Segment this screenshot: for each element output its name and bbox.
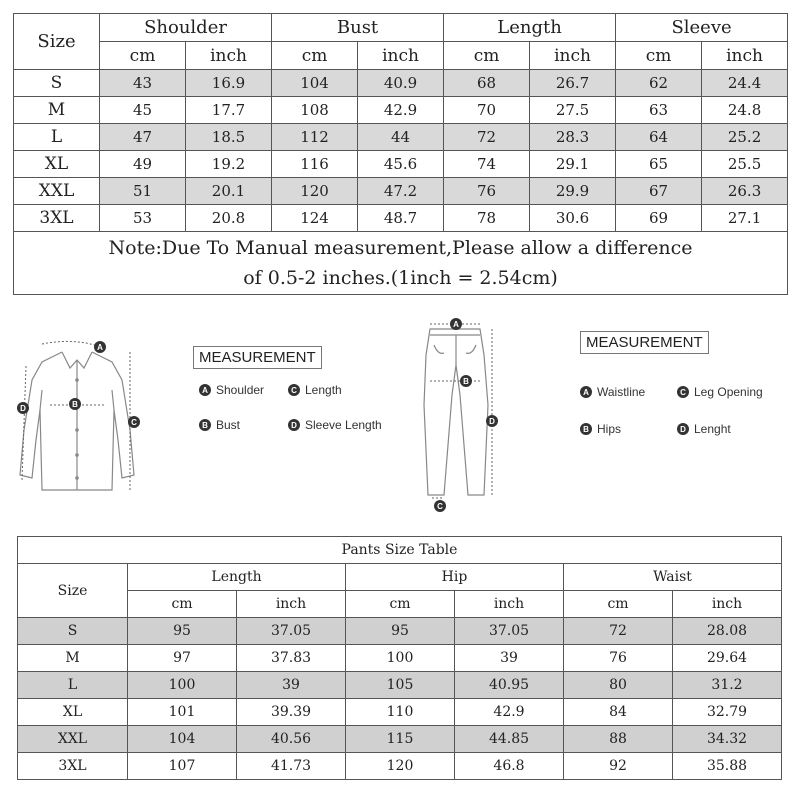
value-cell: 112 bbox=[272, 124, 358, 151]
legend-label: Bust bbox=[216, 418, 241, 432]
value-cell: 37.05 bbox=[237, 618, 346, 645]
bust-header: Bust bbox=[272, 14, 444, 42]
value-cell: 51 bbox=[100, 178, 186, 205]
value-cell: 74 bbox=[444, 151, 530, 178]
pants-size-table bbox=[17, 536, 782, 780]
length-header: Length bbox=[128, 564, 346, 591]
value-cell: 48.7 bbox=[358, 205, 444, 232]
marker-c-icon: C bbox=[288, 384, 300, 396]
shoulder-header: Shoulder bbox=[100, 14, 272, 42]
marker-c-label: C bbox=[437, 502, 443, 511]
value-cell: 72 bbox=[564, 618, 673, 645]
value-cell: 120 bbox=[272, 178, 358, 205]
value-cell: 47.2 bbox=[358, 178, 444, 205]
marker-b-label: B bbox=[463, 377, 469, 386]
size-cell: XL bbox=[14, 151, 100, 178]
value-cell: 24.8 bbox=[702, 97, 788, 124]
size-cell: L bbox=[14, 124, 100, 151]
size-cell: 3XL bbox=[14, 205, 100, 232]
shirt-diagram bbox=[12, 330, 147, 500]
value-cell: 100 bbox=[128, 672, 237, 699]
value-cell: 40.95 bbox=[455, 672, 564, 699]
legend-label: Lenght bbox=[694, 422, 731, 436]
size-header: Size bbox=[18, 564, 128, 618]
value-cell: 65 bbox=[616, 151, 702, 178]
value-cell: 110 bbox=[346, 699, 455, 726]
value-cell: 46.8 bbox=[455, 753, 564, 780]
value-cell: 100 bbox=[346, 645, 455, 672]
value-cell: 16.9 bbox=[186, 70, 272, 97]
table-row bbox=[18, 699, 782, 726]
value-cell: 37.83 bbox=[237, 645, 346, 672]
unit-header: inch bbox=[673, 591, 782, 618]
value-cell: 70 bbox=[444, 97, 530, 124]
value-cell: 44 bbox=[358, 124, 444, 151]
marker-a-icon: A bbox=[199, 384, 211, 396]
value-cell: 115 bbox=[346, 726, 455, 753]
value-cell: 45.6 bbox=[358, 151, 444, 178]
value-cell: 20.8 bbox=[186, 205, 272, 232]
unit-header: cm bbox=[272, 42, 358, 70]
table-row bbox=[18, 726, 782, 753]
value-cell: 76 bbox=[564, 645, 673, 672]
note-line-2: of 0.5-2 inches.(1inch = 2.54cm) bbox=[243, 267, 558, 289]
value-cell: 17.7 bbox=[186, 97, 272, 124]
value-cell: 76 bbox=[444, 178, 530, 205]
value-cell: 68 bbox=[444, 70, 530, 97]
value-cell: 43 bbox=[100, 70, 186, 97]
value-cell: 44.85 bbox=[455, 726, 564, 753]
shirt-size-table bbox=[13, 13, 788, 295]
shirt-legend-item bbox=[288, 418, 382, 432]
marker-d-label: D bbox=[489, 417, 495, 426]
unit-header: cm bbox=[564, 591, 673, 618]
pants-legend-item bbox=[677, 385, 763, 399]
unit-header: inch bbox=[702, 42, 788, 70]
value-cell: 19.2 bbox=[186, 151, 272, 178]
pants-table-title: Pants Size Table bbox=[18, 537, 782, 564]
table-row bbox=[14, 124, 788, 151]
marker-a-icon: A bbox=[580, 386, 592, 398]
value-cell: 42.9 bbox=[455, 699, 564, 726]
marker-b-icon: B bbox=[580, 423, 592, 435]
unit-header: cm bbox=[346, 591, 455, 618]
waist-header: Waist bbox=[564, 564, 782, 591]
marker-d-icon: D bbox=[288, 419, 300, 431]
value-cell: 34.32 bbox=[673, 726, 782, 753]
unit-header: cm bbox=[100, 42, 186, 70]
size-cell: 3XL bbox=[18, 753, 128, 780]
value-cell: 29.64 bbox=[673, 645, 782, 672]
shirt-legend-item bbox=[199, 383, 264, 397]
value-cell: 30.6 bbox=[530, 205, 616, 232]
value-cell: 45 bbox=[100, 97, 186, 124]
value-cell: 40.56 bbox=[237, 726, 346, 753]
unit-header: cm bbox=[128, 591, 237, 618]
pants-legend-item bbox=[580, 385, 645, 399]
value-cell: 92 bbox=[564, 753, 673, 780]
legend-label: Leg Opening bbox=[694, 385, 763, 399]
size-cell: S bbox=[14, 70, 100, 97]
marker-c-label: C bbox=[131, 418, 137, 427]
value-cell: 32.79 bbox=[673, 699, 782, 726]
value-cell: 97 bbox=[128, 645, 237, 672]
value-cell: 27.1 bbox=[702, 205, 788, 232]
hip-header: Hip bbox=[346, 564, 564, 591]
shirt-legend-item bbox=[288, 383, 342, 397]
table-row bbox=[18, 618, 782, 645]
value-cell: 37.05 bbox=[455, 618, 564, 645]
value-cell: 42.9 bbox=[358, 97, 444, 124]
size-cell: L bbox=[18, 672, 128, 699]
value-cell: 105 bbox=[346, 672, 455, 699]
marker-b-icon: B bbox=[199, 419, 211, 431]
value-cell: 67 bbox=[616, 178, 702, 205]
marker-a-label: A bbox=[97, 343, 103, 352]
value-cell: 25.5 bbox=[702, 151, 788, 178]
note-line-1: Note:Due To Manual measurement,Please allow a difference bbox=[108, 237, 693, 259]
value-cell: 35.88 bbox=[673, 753, 782, 780]
value-cell: 28.08 bbox=[673, 618, 782, 645]
table-row bbox=[18, 753, 782, 780]
unit-header: cm bbox=[616, 42, 702, 70]
unit-header: cm bbox=[444, 42, 530, 70]
marker-b-label: B bbox=[72, 400, 78, 409]
pants-legend-title: MEASUREMENT bbox=[580, 331, 709, 354]
value-cell: 29.1 bbox=[530, 151, 616, 178]
value-cell: 40.9 bbox=[358, 70, 444, 97]
value-cell: 18.5 bbox=[186, 124, 272, 151]
legend-label: Shoulder bbox=[216, 383, 265, 397]
legend-label: Hips bbox=[597, 422, 622, 436]
length-header: Length bbox=[444, 14, 616, 42]
value-cell: 47 bbox=[100, 124, 186, 151]
value-cell: 53 bbox=[100, 205, 186, 232]
size-cell: M bbox=[14, 97, 100, 124]
unit-header: inch bbox=[455, 591, 564, 618]
legend-label: Length bbox=[305, 383, 342, 397]
value-cell: 39 bbox=[237, 672, 346, 699]
value-cell: 39 bbox=[455, 645, 564, 672]
value-cell: 108 bbox=[272, 97, 358, 124]
table-row bbox=[14, 97, 788, 124]
value-cell: 104 bbox=[272, 70, 358, 97]
value-cell: 27.5 bbox=[530, 97, 616, 124]
unit-header: inch bbox=[530, 42, 616, 70]
value-cell: 49 bbox=[100, 151, 186, 178]
value-cell: 124 bbox=[272, 205, 358, 232]
value-cell: 20.1 bbox=[186, 178, 272, 205]
table-row bbox=[14, 70, 788, 97]
value-cell: 72 bbox=[444, 124, 530, 151]
value-cell: 62 bbox=[616, 70, 702, 97]
marker-d-icon: D bbox=[677, 423, 689, 435]
value-cell: 84 bbox=[564, 699, 673, 726]
value-cell: 69 bbox=[616, 205, 702, 232]
marker-c-icon: C bbox=[677, 386, 689, 398]
value-cell: 31.2 bbox=[673, 672, 782, 699]
size-cell: XXL bbox=[14, 178, 100, 205]
marker-d-label: D bbox=[20, 404, 26, 413]
table-row bbox=[18, 672, 782, 699]
size-cell: XL bbox=[18, 699, 128, 726]
value-cell: 63 bbox=[616, 97, 702, 124]
legend-label: Sleeve Length bbox=[305, 418, 382, 432]
value-cell: 29.9 bbox=[530, 178, 616, 205]
value-cell: 101 bbox=[128, 699, 237, 726]
value-cell: 120 bbox=[346, 753, 455, 780]
value-cell: 107 bbox=[128, 753, 237, 780]
legend-label: Waistline bbox=[597, 385, 646, 399]
shirt-legend-title: MEASUREMENT bbox=[193, 346, 322, 369]
value-cell: 26.7 bbox=[530, 70, 616, 97]
pants-diagram bbox=[412, 315, 502, 515]
sleeve-header: Sleeve bbox=[616, 14, 788, 42]
unit-header: inch bbox=[186, 42, 272, 70]
value-cell: 95 bbox=[346, 618, 455, 645]
size-cell: M bbox=[18, 645, 128, 672]
pants-legend-item bbox=[580, 422, 621, 436]
shirt-legend-item bbox=[199, 418, 240, 432]
value-cell: 80 bbox=[564, 672, 673, 699]
table-row bbox=[14, 205, 788, 232]
pants-legend-item bbox=[677, 422, 731, 436]
table-row bbox=[18, 645, 782, 672]
size-cell: S bbox=[18, 618, 128, 645]
value-cell: 26.3 bbox=[702, 178, 788, 205]
value-cell: 116 bbox=[272, 151, 358, 178]
measurement-note bbox=[14, 232, 788, 295]
table-row bbox=[14, 178, 788, 205]
size-header: Size bbox=[14, 14, 100, 70]
value-cell: 64 bbox=[616, 124, 702, 151]
size-cell: XXL bbox=[18, 726, 128, 753]
unit-header: inch bbox=[358, 42, 444, 70]
unit-header: inch bbox=[237, 591, 346, 618]
value-cell: 88 bbox=[564, 726, 673, 753]
value-cell: 39.39 bbox=[237, 699, 346, 726]
value-cell: 104 bbox=[128, 726, 237, 753]
value-cell: 28.3 bbox=[530, 124, 616, 151]
value-cell: 78 bbox=[444, 205, 530, 232]
table-row bbox=[14, 151, 788, 178]
marker-a-label: A bbox=[453, 320, 459, 329]
value-cell: 24.4 bbox=[702, 70, 788, 97]
value-cell: 95 bbox=[128, 618, 237, 645]
value-cell: 41.73 bbox=[237, 753, 346, 780]
value-cell: 25.2 bbox=[702, 124, 788, 151]
